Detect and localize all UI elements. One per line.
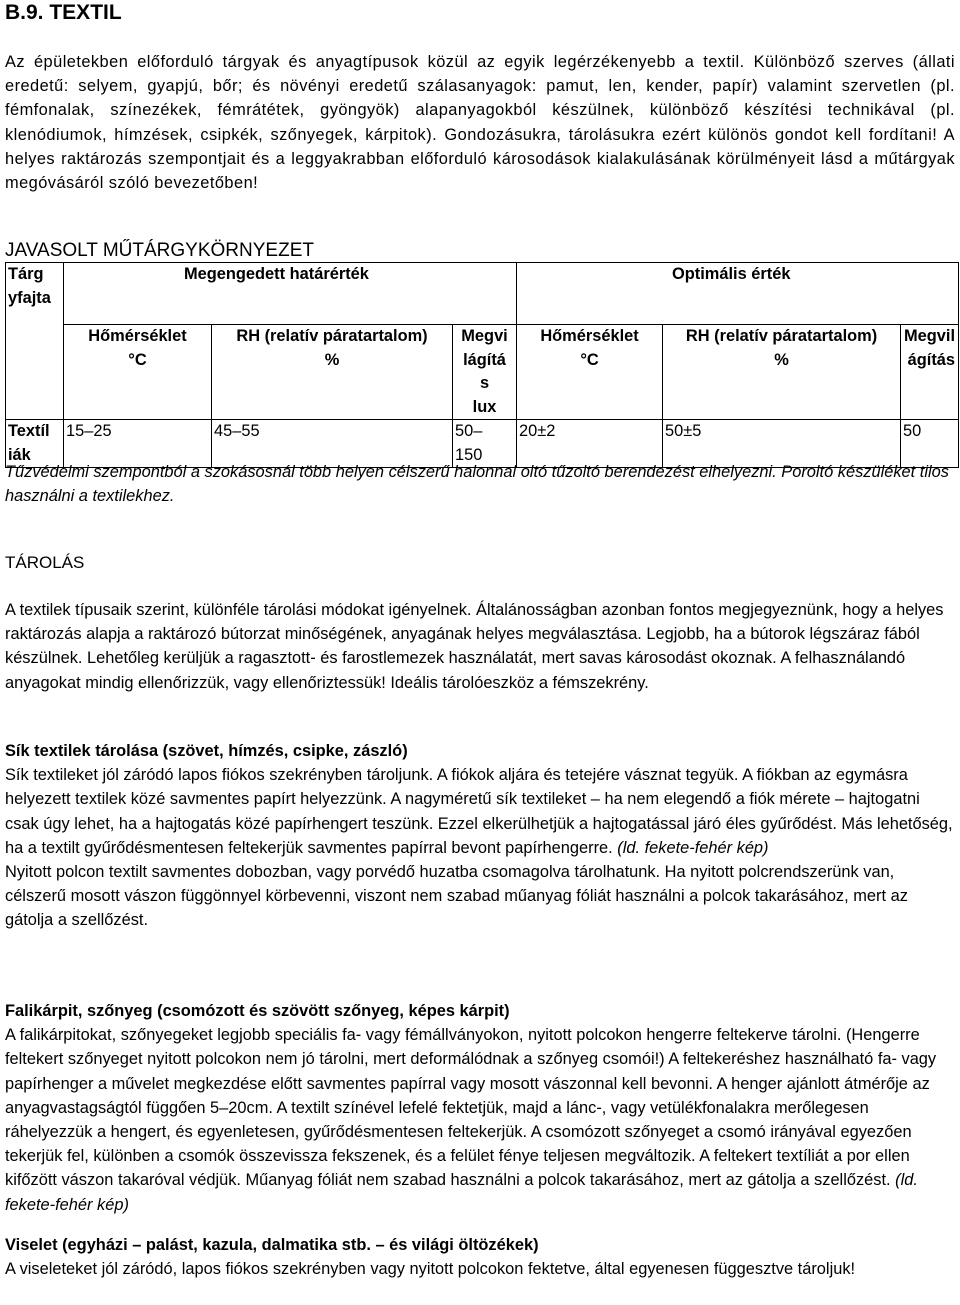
intro-paragraph: Az épületekben előforduló tárgyak és anyagtípusok közül az egyik legérzékenyebb a textil. Különböző szerves (állati eredetű: selyem, gyapjú, bőr; és növényi eredetű szálasanyagok: pamut, len, kender, papír) valamint szervetlen (pl. fémfonalak, színezékek, fémrátétek, gyöngyök) alapanyagokból készülnek, különböző készítési technikával (pl. klenódiumok, hímzések, csipkék, szőnyegek, kárpitok). Gondozásukra, tárolásukra ezért különös gondot kell fordítani! A helyes raktározás szempontjait és a leggyakrabban előforduló károsodások kialakulásának körülményeit lásd a műtárgyak megóvásáról szóló bevezetőben! xyxy=(5,53,955,193)
carpets-image-ref: (ld. fekete-fehér kép) xyxy=(5,1171,918,1214)
page-title: B.9. TEXTIL xyxy=(5,1,122,24)
limit-temperature-value: 15–25 xyxy=(64,420,212,468)
flat-textiles-heading: Sík textilek tárolása (szövet, hímzés, csipke, zászló) xyxy=(5,742,408,760)
header-optimal-light: Megvilágítás xyxy=(901,325,959,420)
flat-textiles-paragraph: Sík textileket jól záródó lapos fiókos szekrényben tároljunk. A fiókok aljára és tetejére vásznat tegyük. A fiókban az egymásra helyezett textilek közé savmentes papírt helyezzünk. A nagyméretű sík textileket – ha nem elegendő a fiók mérete – hajtogatni csak úgy lehet, ha a hajtogatás közé papírhengert teszünk. Ezzel elkerülhetjük a hajtogatással járó éles gyűrődést. Más lehetőség, ha a textilt gyűrődésmentesen feltekerjük savmentes papírral bevont papírhengerre. (ld. fekete-fehér kép) xyxy=(5,766,953,857)
garments-paragraph: A viseleteket jól záródó, lapos fiókos szekrényben vagy nyitott polcokon fektetve, által egyenesen függesztve tároljuk! xyxy=(5,1260,856,1279)
section-carpets xyxy=(5,999,955,1217)
header-limit-rh: RH (relatív páratartalom) % xyxy=(212,325,453,420)
limit-light-value: 50–150 xyxy=(453,420,517,468)
section-garments xyxy=(5,1233,955,1281)
section-flat-textiles xyxy=(5,739,955,933)
storage-intro-paragraph: A textilek típusaik szerint, különféle tárolási módokat igényelnek. Általánosságban azonban fontos megjegyeznünk, hogy a helyes raktározás alapja a raktározó bútorzat minőségének, anyagának helyes megválasztása. Legjobb, ha a bútorok légszáraz fából készülnek. Lehetőleg kerüljük a ragasztott- és farostlemezek használatát, mert savas károsodást okoznak. A felhasználandó anyagokat mindig ellenőrizzük, vagy ellenőriztessük! Ideális tárolóeszköz a fémszekrény. xyxy=(5,601,944,692)
optimal-light-value: 50 xyxy=(901,420,959,468)
limit-rh-value: 45–55 xyxy=(212,420,453,468)
header-optimal-rh: RH (relatív páratartalom) % xyxy=(663,325,901,420)
flat-textiles-image-ref: (ld. fekete-fehér kép) xyxy=(617,838,769,857)
header-limit-light: Megvilágítás lux xyxy=(453,325,517,420)
garments-heading: Viselet (egyházi – palást, kazula, dalmatika stb. – és világi öltözékek) xyxy=(5,1236,539,1254)
carpets-paragraph: A falikárpitokat, szőnyegeket legjobb speciális fa- vagy fémállványokon, nyitott polcokon hengerre feltekerve tárolni. (Hengerre feltekert szőnyeget nyitott polcokon nem jó tárolni, mert deformálódnak a szőnyeg csomói!) A feltekeréshez használható fa- vagy papírhenger a művelet megkezdése előtt savmentes papírral vagy mosott vászonnal kell bevonni. A henger ajánlott átmérője az anyagvastagságtól függően 5–20cm. A textilt színével lefelé fektetjük, majd a lánc-, vagy vetülékfonalakra merőlegesen ráhelyezzük a hengert, és egyenletesen, gyűrődésmentesen feltekerjük. A csomózott szőnyeget a csomó irányával egyezően tekerjük fel, különben a csomók összevissza fekszenek, és a felület fénye teljesen megváltozik. A feltekert textíliát a por ellen kifőzött vászon takaróval védjük. Műanyag fóliát nem szabad használni a polcok takarásához, mert az gátolja a szellőzést. (ld. fekete-fehér kép) xyxy=(5,1026,937,1214)
optimal-rh-value: 50±5 xyxy=(663,420,901,468)
header-optimal-group: Optimális érték xyxy=(517,263,959,325)
flat-textiles-shelf-paragraph: Nyitott polcon textilt savmentes dobozban, vagy porvédő huzatba csomagolva tárolhatunk. Ha nyitott polcrendszerünk van, célszerű mosott vászon függönnyel körbevenni, viszont nem szabad műanyag fóliát használni a polcok takarásához, mert az gátolja a szellőzést. xyxy=(5,863,908,930)
carpets-heading: Falikárpit, szőnyeg (csomózott és szövött szőnyeg, képes kárpit) xyxy=(5,1002,510,1020)
environment-heading: JAVASOLT MŰTÁRGYKÖRNYEZET xyxy=(5,240,314,261)
storage-heading: TÁROLÁS xyxy=(5,553,85,572)
header-object-type: Tárgyfajta xyxy=(6,263,64,420)
row-object-type: Textíliák xyxy=(6,420,64,468)
header-optimal-temperature: Hőmérséklet °C xyxy=(517,325,663,420)
environment-table xyxy=(5,262,959,468)
fire-safety-note: Tűzvédelmi szempontból a szokásosnál több helyen célszerű halonnal oltó tűzoltó berendezést elhelyezni. Poroltó készüléket tilos használni a textilekhez. xyxy=(5,463,949,506)
header-limit-temperature: Hőmérséklet °C xyxy=(64,325,212,420)
header-limit-group: Megengedett határérték xyxy=(64,263,517,325)
optimal-temperature-value: 20±2 xyxy=(517,420,663,468)
